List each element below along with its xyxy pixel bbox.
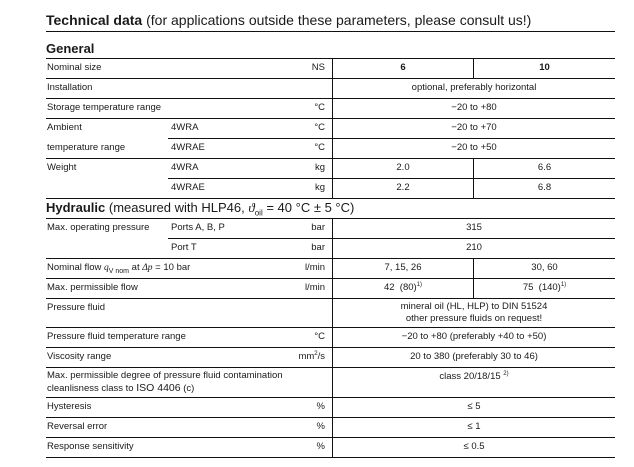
storage-temp-value: −20 to +80 [451, 102, 497, 113]
weight-unit: kg [314, 162, 325, 173]
response-sensitivity-value: ≤ 0.5 [463, 441, 485, 452]
reversal-error-unit: % [316, 421, 325, 432]
max-pressure-value-abp: 315 [466, 222, 482, 233]
page-title: Technical data (for applications outside these parameters, please consult us!) [46, 12, 532, 28]
max-flow-label: Max. permissible flow [47, 282, 138, 293]
section-hydraulic-heading: Hydraulic (measured with HLP46, $ϑ_{oil} = 40$ °C ± 5 °C) [46, 200, 355, 218]
storage-temp-label: Storage temperature range [47, 102, 162, 113]
divider [46, 298, 615, 299]
max-pressure-value-t: 210 [466, 242, 482, 253]
viscosity-value: 20 to 380 (preferably 30 to 46) [410, 351, 538, 362]
response-sensitivity-label: Response sensitivity [47, 441, 134, 452]
max-pressure-sub-ports-abp: Ports A, B, P [171, 222, 225, 233]
nominal-flow-unit: l/min [304, 262, 325, 273]
ambient-value-4wrae: −20 to +50 [451, 142, 497, 153]
ambient-unit: °C [314, 142, 325, 153]
weight-4wra-ns6: 2.0 [396, 162, 410, 173]
ambient-label: Ambient [47, 122, 82, 133]
nominal-size-10: 10 [539, 62, 550, 73]
nominal-flow-label: Nominal flow $q_{V nom}$ at Δp = 10 bar [47, 262, 191, 275]
max-flow-ns10: 75 $(140)^{1)}$ [522, 282, 567, 293]
hysteresis-label: Hysteresis [47, 401, 92, 412]
ambient-unit: °C [314, 122, 325, 133]
pressure-fluid-label: Pressure fluid [47, 302, 106, 313]
max-pressure-label: Max. operating pressure [47, 222, 150, 233]
title-underline [46, 31, 615, 32]
max-flow-unit: l/min [304, 282, 325, 293]
weight-4wra-ns10: 6.6 [537, 162, 552, 173]
nominal-size-6: 6 [400, 62, 406, 73]
ambient-sub-4wrae: 4WRAE [171, 142, 205, 153]
viscosity-label: Viscosity range [47, 351, 112, 362]
nominal-flow-ns6: 7, 15, 26 [384, 262, 422, 273]
weight-sub-4wra: 4WRA [171, 162, 199, 173]
section-general-heading: General [46, 41, 95, 56]
fluid-temp-value: −20 to +80 (preferably +40 to +50) [401, 331, 547, 342]
storage-temp-unit: °C [314, 102, 325, 113]
max-flow-ns6: 42 $(80)^{1)}$ [383, 282, 423, 293]
ambient-value-4wra: −20 to +70 [451, 122, 497, 133]
divider [46, 457, 615, 458]
weight-unit: kg [314, 182, 325, 193]
viscosity-unit: $mm^2/s$ [298, 351, 325, 362]
reversal-error-label: Reversal error [47, 421, 108, 432]
installation-value: optional, preferably horizontal [411, 82, 537, 93]
installation-label: Installation [47, 82, 93, 93]
weight-4wrae-ns10: 6.8 [537, 182, 552, 193]
hysteresis-unit: % [316, 401, 325, 412]
weight-label: Weight [47, 162, 77, 173]
ambient-sub-4wra: 4WRA [171, 122, 199, 133]
fluid-temp-unit: °C [314, 331, 325, 342]
nominal-size-unit: NS [311, 62, 325, 73]
nominal-size-label: Nominal size [47, 62, 102, 73]
ambient-label-2: temperature range [47, 142, 126, 153]
hysteresis-value: ≤ 5 [467, 401, 481, 412]
max-pressure-unit: bar [311, 242, 325, 253]
reversal-error-value: ≤ 1 [467, 421, 481, 432]
weight-sub-4wrae: 4WRAE [171, 182, 205, 193]
weight-4wrae-ns6: 2.2 [396, 182, 410, 193]
pressure-fluid-value: mineral oil (HL, HLP) to DIN 51524 other pressure fluids on request! [400, 301, 548, 324]
nominal-flow-ns10: 30, 60 [531, 262, 558, 273]
contamination-value: class 20/18/15 $^{2)}$ [439, 371, 509, 382]
max-pressure-unit: bar [311, 222, 325, 233]
max-pressure-sub-port-t: Port T [171, 242, 197, 253]
divider [46, 198, 615, 199]
contamination-label: Max. permissible degree of pressure fluid contamination cleanlisness class to ISO 4406 (c) [47, 370, 283, 394]
fluid-temp-label: Pressure fluid temperature range [47, 331, 186, 342]
response-sensitivity-unit: % [316, 441, 325, 452]
